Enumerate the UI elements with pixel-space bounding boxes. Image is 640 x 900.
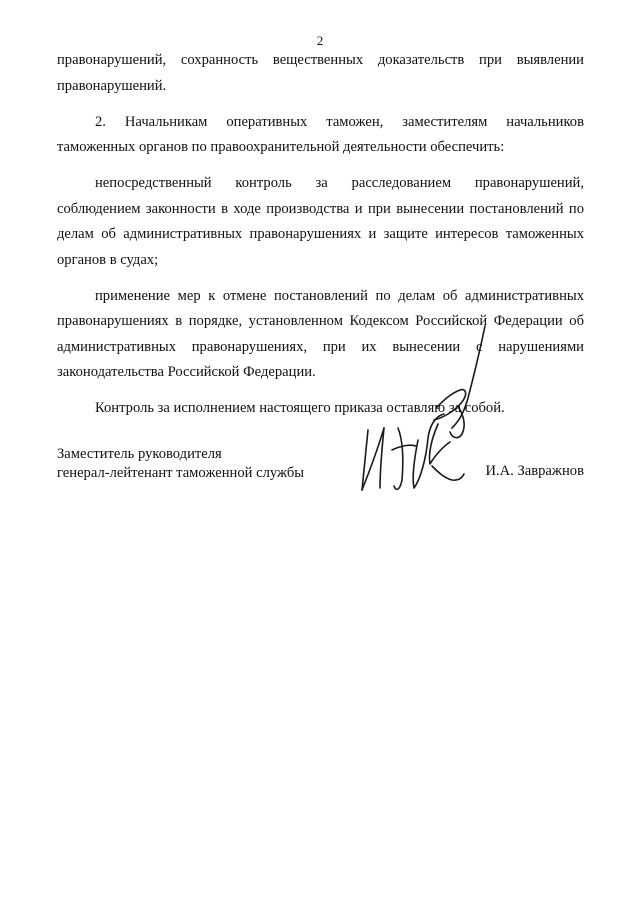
- signatory-name: И.А. Завражнов: [485, 463, 584, 479]
- page-number: 2: [316, 33, 324, 48]
- paragraph-item-2: 2. Начальникам оперативных таможен, заместителям начальников таможенных органов по правоохранительной деятельности обеспечить:: [57, 113, 584, 155]
- document-body: [57, 48, 584, 432]
- signatory-position: [57, 445, 304, 483]
- paragraph-continuation: правонарушений, сохранность вещественных доказательств при выявлении правонарушений.: [57, 52, 584, 94]
- handwritten-signature: [340, 320, 500, 510]
- signatory-position-line-1: Заместитель руководителя: [57, 446, 222, 462]
- paragraph-cancellation-measures: применение мер к отмене постановлений по делам об административных правонарушениях в порядке, установленном Кодексом Российской Федерации об административных правонарушениях, при их вынесении с нарушениями законодательства Российской Федерации.: [57, 287, 584, 380]
- paragraph-direct-control: непосредственный контроль за расследованием правонарушений, соблюдением законности в ходе производства и при вынесении постановлений по делам об административных правонарушениях и защите интересов таможенных органов в судах;: [57, 175, 584, 268]
- paragraph-control-clause: Контроль за исполнением настоящего приказа оставляю за собой.: [95, 400, 505, 416]
- signatory-position-line-2: генерал-лейтенант таможенной службы: [57, 465, 305, 481]
